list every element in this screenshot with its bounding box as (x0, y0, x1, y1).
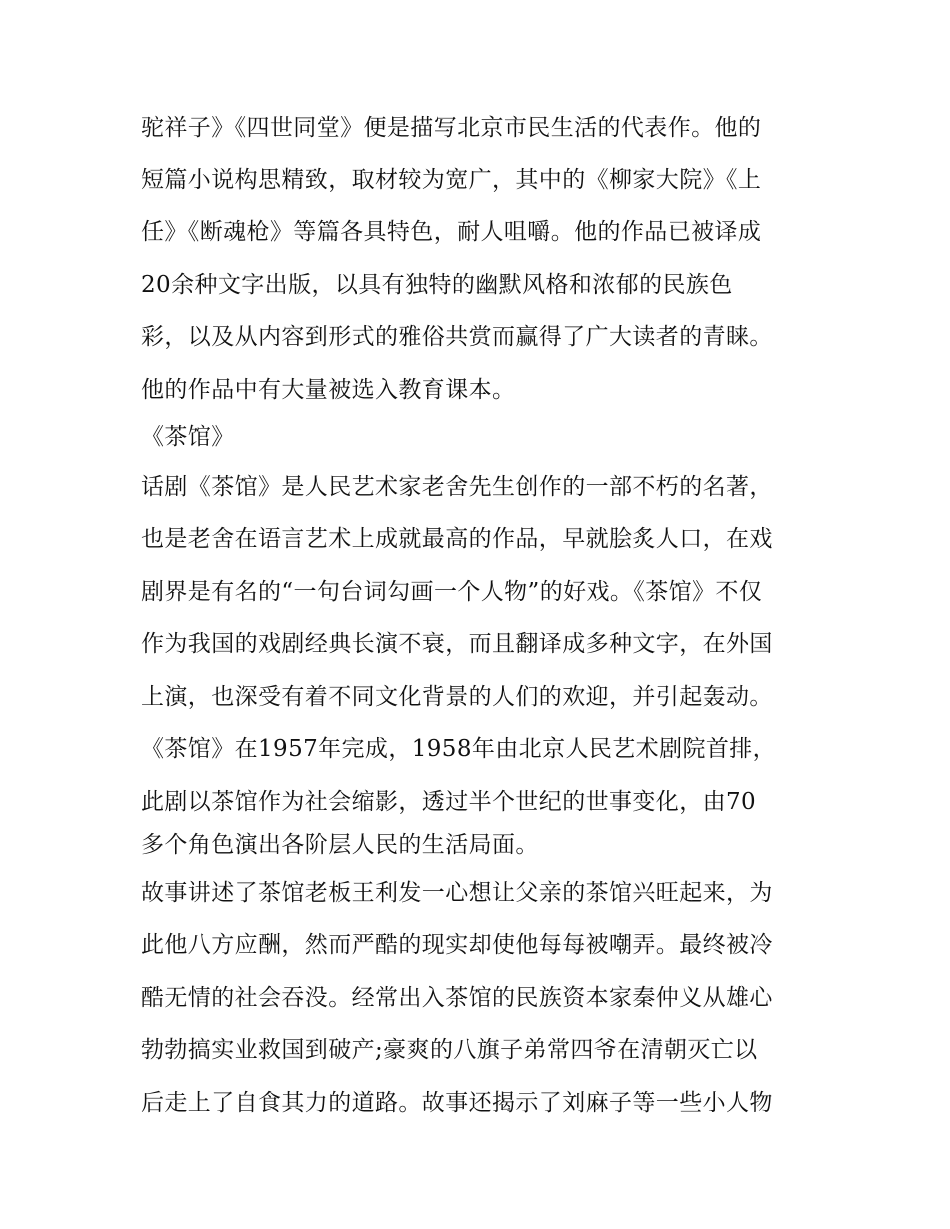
text-line: 驼祥子》《四世同堂》便是描写北京市民生活的代表作。他的 (141, 115, 762, 141)
text-line: 剧界是有名的“一句台词勾画一个人物”的好戏。《茶馆》不仅 (141, 579, 763, 605)
text-line: 多个角色演出各阶层人民的生活局面。 (141, 832, 539, 858)
text-line: 《茶馆》在1957年完成，1958年由北京人民艺术剧院首排， (141, 736, 777, 762)
text-line: 也是老舍在语言艺术上成就最高的作品，早就脍炙人口，在戏 (141, 526, 773, 552)
text-line: 此他八方应酬，然而严酷的现实却使他每每被嘲弄。最终被冷 (141, 932, 773, 958)
text-line: 任》《断魂枪》等篇各具特色，耐人咀嚼。他的作品已被译成 (141, 219, 762, 245)
text-line: 故事讲述了茶馆老板王利发一心想让父亲的茶馆兴旺起来，为 (141, 880, 773, 906)
text-line: 话剧《茶馆》是人民艺术家老舍先生创作的一部不朽的名著， (141, 474, 773, 500)
text-line: 20余种文字出版，以具有独特的幽默风格和浓郁的民族色 (141, 272, 733, 298)
text-line: 作为我国的戏剧经典长演不衰，而且翻译成多种文字，在外国 (141, 631, 773, 657)
text-line: 后走上了自食其力的道路。故事还揭示了刘麻子等一些小人物 (141, 1090, 773, 1116)
text-line: 他的作品中有大量被选入教育课本。 (141, 377, 516, 403)
text-line: 此剧以茶馆作为社会缩影，透过半个世纪的世事变化，由70 (141, 789, 757, 815)
text-line: 短篇小说构思精致，取材较为宽广，其中的《柳家大院》《上 (141, 167, 762, 193)
text-line: 勃勃搞实业救国到破产;豪爽的八旗子弟常四爷在清朝灭亡以 (141, 1037, 758, 1063)
text-line: 彩，以及从内容到形式的雅俗共赏而赢得了广大读者的青睐。 (141, 324, 773, 350)
text-line: 酷无情的社会吞没。经常出入茶馆的民族资本家秦仲义从雄心 (141, 985, 773, 1011)
section-heading: 《茶馆》 (141, 424, 235, 450)
text-line: 上演，也深受有着不同文化背景的人们的欢迎，并引起轰动。 (141, 684, 773, 710)
